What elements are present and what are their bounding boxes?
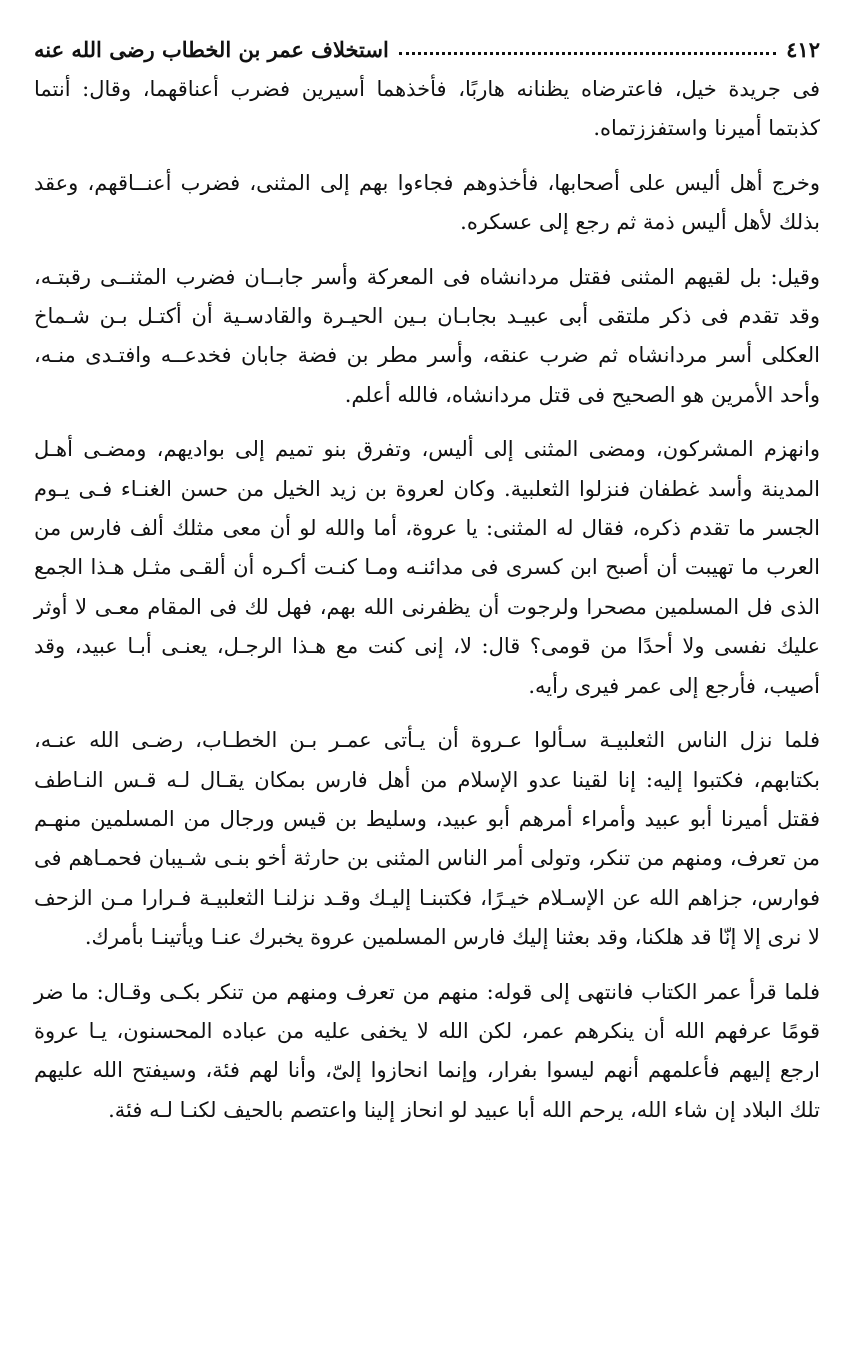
paragraph: فى جريدة خيل، فاعترضاه يظنانه هاربًا، فأخذهما أسيرين فضرب أعناقهما، وقال: أنتما كذبتما أميرنا واستفززتماه. bbox=[34, 77, 820, 141]
paragraph: وقيل: بل لقيهم المثنى فقتل مردانشاه فى المعركة وأسر جابــان فضرب المثنــى رقبتـه، وقد تقدم فى ذكر ملتقى أبى عبيـد بجابـان بـين الحيـرة والقادسـية أن أكتـل بـن شـماخ العكلى أسر مردانشاه ثم ضرب عنقه، وأسر مطر بن فضة جابان فخدعــه وافتـدى منـه، وأحد الأمرين هو الصحيح فى قتل مردانشاه، فالله أعلم. bbox=[34, 264, 820, 407]
running-header-title: استخلاف عمر بن الخطاب رضى الله عنه bbox=[34, 37, 389, 62]
dotted-leader bbox=[399, 52, 776, 55]
paragraph: فلما قرأ عمر الكتاب فانتهى إلى قوله: منهم من تعرف ومنهم من تنكر بكـى وقـال: ما ضر قومًا عرفهم الله أن ينكرهم عمر، لكن الله لا يخفى عليه من عباده المحسنون، يـا عروة ارجع إليهم فأعلمهم أنهم ليسوا بفرار، وإنما انحازوا إلىّ، وأنا لهم فئة، وسيفتح الله عليهم تلك البلاد إن شاء الله، يرحم الله أبا عبيد لو انحاز إلينا واعتصم بالحيف لكنـا لـه فئة. bbox=[34, 979, 820, 1122]
paragraph: وخرج أهل أليس على أصحابها، فأخذوهم فجاءوا بهم إلى المثنى، فضرب أعنــاقهم، وعقد بذلك لأهل أليس ذمة ثم رجع إلى عسكره. bbox=[34, 170, 820, 235]
book-page bbox=[34, 30, 820, 1343]
paragraph: وانهزم المشركون، ومضى المثنى إلى أليس، وتفرق بنو تميم إلى بواديهم، ومضـى أهـل المدينة وأسد غطفان فنزلوا الثعلبية. وكان لعروة بن زيد الخيل من حسن الغنـاء فـى يـوم الجسر ما تقدم ذكره، فقال له المثنى: يا عروة، أما والله لو أن معى مثلك ألف فارس من العرب ما تهيبت أن أصبح ابن كسرى فى مدائنـه ومـا كنـت أكـره أن ألقـى مثـل هـذا الجمع الذى فل المسلمين مصحرا ولرجوت أن يظفرنى الله بهم، فهل لك فى المقام معـى لا أوثر عليك نفسى ولا أحدًا من قومى؟ قال: لا، إنى كنت مع هـذا الرجـل، يعنـى أبـا عبيد، وقد أصيب، فأرجع إلى عمر فيرى رأيه. bbox=[34, 437, 820, 698]
paragraph: فلما نزل الناس الثعلبيـة سـألوا عـروة أن يـأتى عمـر بـن الخطـاب، رضـى الله عنـه، بكتابهم، فكتبوا إليه: إنا لقينا عدو الإسلام من أهل فارس بمكان يقـال لـه قـس النـاطف فقتل أميرنا أبو عبيد وأمراء أمرهم أبو عبيد، وسليط بن قيس ورجال من المسلمين منهـم من تعرف، ومنهم من تنكر، وتولى أمر الناس المثنى بن حارثة أخو بنـى شـيبان فحمـاهم فى فوارس، جزاهم الله عن الإسـلام خيـرًا، فكتبنـا إليـك وقـد نزلنـا الثعلبيـة فـرارا مـن الزحف لا نرى إلا إنّا قد هلكنا، وقد بعثنا إليك فارس المسلمين عروة يخبرك عنـا ويأتينـا بأمرك. bbox=[34, 728, 820, 950]
page-number: ٤١٢ bbox=[786, 37, 820, 62]
body-text bbox=[34, 70, 820, 1130]
running-header bbox=[34, 30, 820, 70]
